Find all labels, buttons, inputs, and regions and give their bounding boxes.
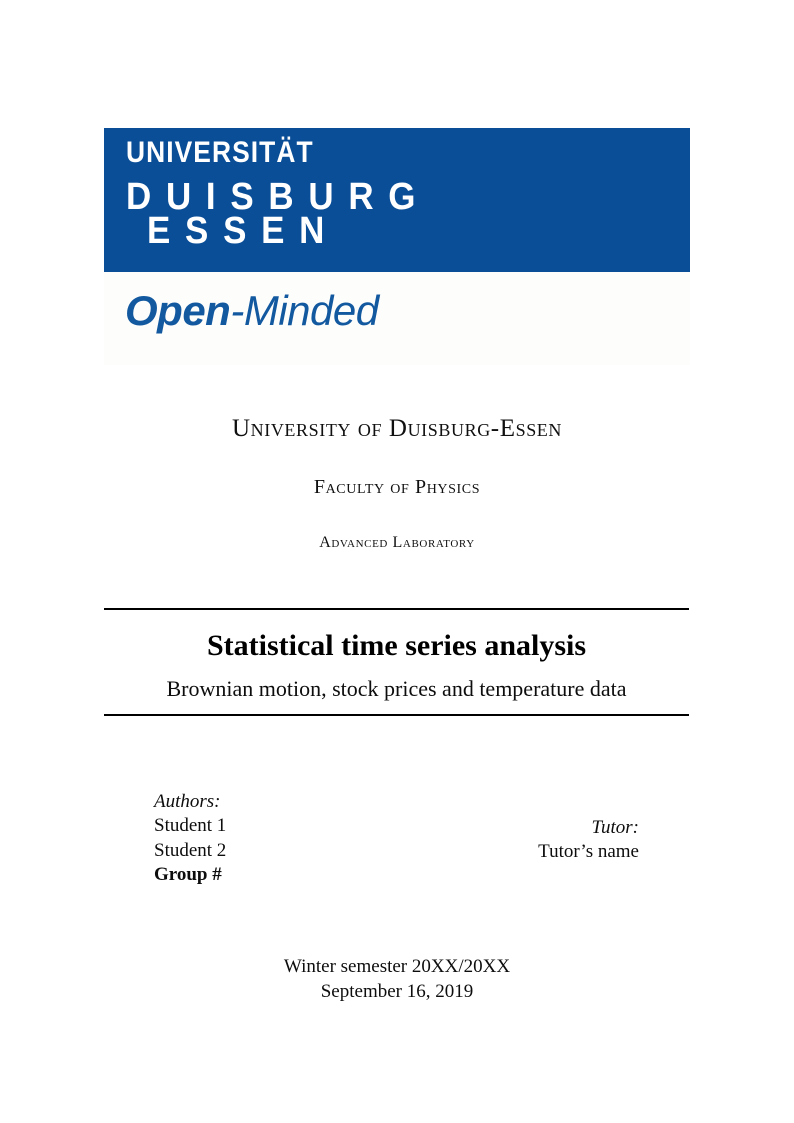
logo-text-essen: ESSEN [147, 210, 340, 252]
authors-block [154, 790, 226, 887]
author-name-2: Student 2 [154, 839, 227, 861]
semester-text: Winter semester 20XX/20XX [283, 956, 511, 977]
logo-tagline-minded: -Minded [230, 287, 379, 334]
tutor-block [538, 816, 639, 865]
author-name-1: Student 1 [154, 815, 227, 837]
logo-tagline [125, 287, 379, 334]
logo-banner [104, 128, 690, 272]
submission-date: September 16, 2019 [320, 980, 474, 1002]
title-block [104, 608, 689, 716]
document-title: Statistical time series analysis [206, 629, 587, 662]
authors-label: Authors: [154, 791, 221, 812]
institution-course: Advanced Laboratory [319, 533, 475, 551]
institution-headings [104, 415, 690, 551]
logo-text-duisburg: DUISBURG [126, 176, 431, 218]
university-logo [104, 128, 690, 365]
document-subtitle: Brownian motion, stock prices and temperature data [166, 676, 627, 701]
tutor-label: Tutor: [591, 817, 639, 838]
people-block [104, 790, 690, 890]
title-rule-bottom [104, 714, 689, 716]
institution-faculty: Faculty of Physics [313, 475, 481, 498]
logo-tagline-open: Open [125, 287, 231, 334]
logo-tagline-panel [104, 272, 690, 365]
tutor-name: Tutor’s name [538, 841, 639, 863]
group-number: Group # [154, 863, 222, 885]
institution-university: University of Duisburg-Essen [231, 415, 563, 442]
date-block [104, 955, 690, 1004]
title-rule-top [104, 608, 689, 610]
logo-text-universitaet: UNIVERSITÄT [126, 136, 314, 169]
